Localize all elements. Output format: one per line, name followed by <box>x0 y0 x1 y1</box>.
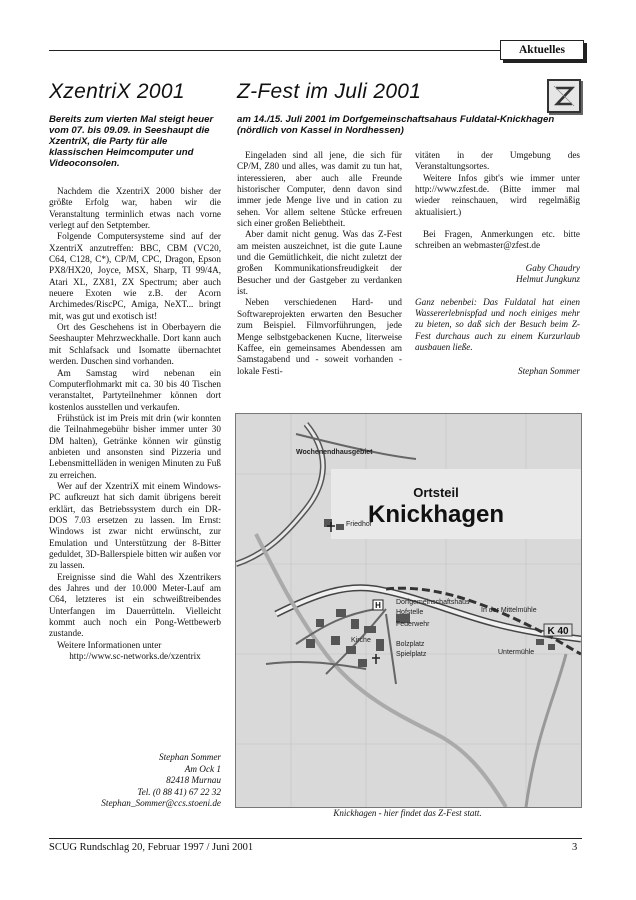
location-map <box>235 413 582 808</box>
left-paragraph: Folgende Computersysteme sind auf der XzentriX anzutreffen: BBC, CBM (VC20, C64, C128, C*), CP/M, CPC, Dragon, Epson PX8/HX20, Joyce, MSX, Sharp, TI 99/4A, Atari XL, ZX81, ZX Spectrum; aber auch neuere Exoten wie z.B. der Acorn Archimedes/RiscPC, Amiga, NeXT... bringt mit, was gut und exotisch ist! <box>49 231 221 321</box>
map-place-label: Knickhagen <box>367 501 505 528</box>
map-label: Friedhof <box>346 521 372 528</box>
left-paragraph: Frühstück ist im Preis mit drin (wir konnten die Teilnahmegebühr bisher immer unter 30 DM halten), Getränke können wir günstig anbieten und ansonsten sind Pizzeria und Lebensmittelläden in wenigen Minuten zu Fuß zu erreichen. <box>49 412 221 480</box>
section-label-text: Aktuelles <box>519 44 565 56</box>
signature-city: 82418 Murnau <box>166 775 221 785</box>
right-paragraph: Aber damit nicht genug. Was das Z-Fest am meisten auszeichnet, ist die gute Laune und die Gemütlichkeit, die nicht zuletzt der großen Kommunikationsfreudigkeit der Besucher und der Gastgeber zu verdanken ist. <box>237 229 402 297</box>
right-paragraph: vitäten in der Umgebung des Veranstaltungsortes. <box>415 150 580 172</box>
signature-phone: Tel. (0 88 41) 67 22 32 <box>137 786 221 797</box>
right-article-title: Z-Fest im Juli 2001 <box>237 80 422 103</box>
section-label <box>500 40 584 60</box>
map-label: Dorfgemeinschaftshaus <box>396 599 470 606</box>
map-label: Bolzplatz <box>396 641 425 648</box>
signature-name: Stephan Sommer <box>158 752 221 762</box>
map-label: In der Mittelmühle <box>481 607 537 614</box>
map-label: Wochenendhausgebiet <box>296 449 373 456</box>
left-article-title: XzentriX 2001 <box>49 80 185 103</box>
map-label: Untermühle <box>498 649 535 656</box>
right-article-lead: am 14./15. Juli 2001 im Dorfgemeinschaftsahaus Fuldatal-Knickhagen (nördlich von Kassel in Nordhessen) <box>237 114 555 136</box>
left-paragraph: Ort des Geschehens ist in Oberbayern die Seeshaupter Mehrzweckhalle. Dort kann auch mit Schlafsack und Isomatte übernachtet werden. Duschen sind vorhanden. <box>49 322 221 367</box>
right-paragraph: Bei Fragen, Anmerkungen etc. bitte schreiben an webmaster@zfest.de <box>415 229 580 251</box>
footer-rule <box>49 838 582 839</box>
left-article-body <box>49 186 221 662</box>
signature-name: Gaby Chaudry <box>525 262 580 273</box>
right-paragraph: Weitere Infos gibt's wie immer unter http://www.zfest.de. (Bitte immer mal wieder reinschauen, wird regelmäßig aktualisiert.) <box>415 172 580 217</box>
right-column-a <box>237 150 402 377</box>
map-label: Feuerwehr <box>396 621 430 628</box>
map-graphic <box>236 414 581 807</box>
right-paragraph: Eingeladen sind all jene, die sich für CP/M, Z80 und alles, was damit zu tun hat, interessieren, aber auch alle Freunde historischer Computer, denn davon sind immer jede Menge live und in cation zu sehen. Vor allem seltene Stücke erfreuen sich einer großen Beliebtheit. <box>237 150 402 229</box>
left-signature <box>49 752 221 810</box>
left-paragraph: Am Samstag wird nebenan ein Computerflohmarkt mit ca. 30 bis 40 Tischen veranstaltet, Partyteilnehmer können dort kostenlos ausstellen und verkaufen. <box>49 367 221 412</box>
left-article-lead: Bereits zum vierten Mal steigt heuer vom 07. bis 09.09. in Seeshaupt die XzentriX, die Party für alle klassischen Heimcomputer und Videoconsolen. <box>49 114 214 169</box>
left-paragraph: Weitere Informationen unter <box>57 639 162 650</box>
map-label: Kirche <box>351 637 371 644</box>
signature-name: Helmut Jungkunz <box>515 274 580 285</box>
map-ortsteil-label: Ortsteil <box>413 485 459 500</box>
zfest-logo <box>547 79 581 113</box>
page-number: 3 <box>572 842 578 853</box>
right-column-b <box>415 150 580 377</box>
map-road-label: K 40 <box>547 626 569 637</box>
map-label: Spielplatz <box>396 651 427 658</box>
signature-street: Am Ock 1 <box>184 763 221 774</box>
left-url: http://www.sc-networks.de/xzentrix <box>69 651 201 662</box>
footer-publication: SCUG Rundschlag 20, Februar 1997 / Juni 2001 <box>49 842 254 853</box>
map-caption: Knickhagen - hier findet das Z-Fest statt. <box>333 808 482 818</box>
signature-email: Stephan_Sommer@ccs.stoeni.de <box>101 798 221 808</box>
right-note: Ganz nebenbei: Das Fuldatal hat einen Wassererlebnispfad und noch einiges mehr zu bieten, so daß sich der Besuch beim Z-Fest durchaus auch zu einem Kurzurlaub ausbauen ließe. <box>415 296 580 353</box>
left-paragraph: Nachdem die XzentriX 2000 bisher der größte Erfolg war, haben wir die Veranstaltung terminlich etwas nach vorne verlegt auf den Setptember. <box>49 186 221 231</box>
svg-text:H: H <box>375 601 381 610</box>
left-paragraph: Ereignisse sind die Wahl des Xzentrikers des Jahres und der 10.000 Meter-Lauf am C64, letzteres ist ein schweißtreibendes Unterfangen im Dauerrütteln. Vielleicht kommt auch noch ein Pong-Wettbewerb zustande. <box>49 571 221 639</box>
z-logo-icon <box>549 81 579 111</box>
left-paragraph: Wer auf der XzentriX mit einem Windows-PC aufkreuzt hat sich damit übrigens bereit erklärt, das Betriebssystem durch ein DR-DOS 7.03 ersetzen zu lassen. Im Ernst: Windows ist zwar nicht erwünscht, zur Emulation und Unterstützung der 8-Bitter geduldet, 3D-Ballerspiele bitten wir außen vor zu lassen. <box>49 480 221 571</box>
right-paragraph: Neben verschiedenen Hard- und Softwareprojekten erwarten den Besucher zum Beispiel. Filmvorführungen, jede Menge selbstgebackenen Kucne, literweise Kaffee, ein gemeinsames Abendessen am Samstagabend und - soweit vorhanden - lokale Festi- <box>237 297 402 376</box>
map-label: Hofstelle <box>396 609 424 616</box>
signature-name: Stephan Sommer <box>517 365 580 376</box>
